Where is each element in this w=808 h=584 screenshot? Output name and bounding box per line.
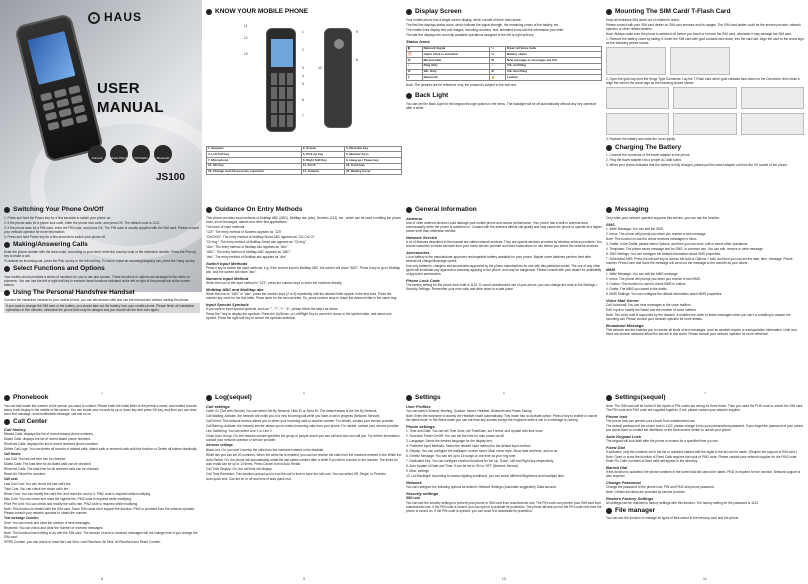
list-item: 8. Auto Update of Date and Time: It can be set to ON or OFF. (Network Service) [406, 463, 519, 468]
list-item: Close User Group: On, the network service specifies the group of people whom you can call and who can call you. For further information contact your network operator or service provider. [206, 433, 400, 442]
section-bullet-icon [406, 9, 412, 15]
section-bullet-icon [606, 508, 612, 514]
section-title: Settings [415, 394, 441, 401]
paragraph: Keep all miniature SIM cards out of children's reach. [606, 17, 680, 22]
paragraph: Li-ion battery is the manufacturer-approved rechargeable battery available for your phone. Maybe some batteries perform best after several full charge/discharge cycles. [406, 254, 592, 263]
subsection-title: Auto Keypad Lock [606, 433, 642, 439]
section-bullet-icon [206, 207, 212, 213]
list-item: Line Switching: You can select Line 1 or Line 2. [206, 428, 273, 433]
subsection-title: SMS [606, 221, 615, 227]
section-bullet-icon [4, 207, 10, 213]
list-item: "Ck eng": The entry method of Multitap Smart abc appears as "Ck eng" [206, 239, 306, 244]
paragraph: The last line displays the currently available operations assigned to the left or right soft key. [406, 32, 535, 37]
section-title: Settings(sequel) [615, 394, 666, 401]
subsection-title: Accessories [406, 249, 430, 255]
subsection-title: Change Password [606, 479, 641, 485]
phone-front-image [266, 28, 296, 132]
radio-icon: FM Radio [132, 145, 150, 163]
key-table: 1. Earpiece 2. Screen 3. Direction key 4. Left Soft key 5. Pick up Key 6. Number Keys 7. Microphone 8. Right Soft Key 9. Hang up / Power key 10. OK Key 11. Torch 12. Card hole 13. Charger and Accessories connector 14. Camera 15. Battery Cover [206, 146, 402, 176]
list-item: Dialed Calls: The total time for all dialed calls can be checked. [4, 462, 92, 466]
page-4 [4, 204, 200, 394]
callout: 8 [356, 57, 358, 62]
list-item: "Ck/Cn/Ct": The entry method of Multitap Smart ABC appears as "Ck/ Cn/ Ct" [206, 234, 315, 239]
paragraph: 3. When your phone indicates that the battery is fully charged, please pull the travel adapter out from the I/O socket of the phone. [606, 163, 788, 167]
section-title: Log(sequel) [215, 394, 252, 401]
paragraph: You can set the Back Light for the keypad through options in the menu. The backlight will be off automatically without any key operation after a while. [406, 101, 597, 110]
subsection-title: Phone lock [606, 413, 628, 419]
section-bullet-icon [406, 395, 412, 401]
list-item: Max Cost: You can check and reset the highest fee. PIN2 code is required while modifying. [4, 497, 132, 501]
page-number: 9 [302, 576, 306, 581]
list-item: Reset Cost: You can modify the call's fee, and reset the cost to 0. PIN2 code is required while modifying. [4, 492, 151, 496]
page-number: 11 [702, 576, 708, 581]
paragraph: The phone lock can prevent your phone from unauthorized use. [606, 418, 696, 423]
callout: 13 [244, 51, 248, 56]
paragraph: When the icon is "ABC" or "abc", press the number keys (2 to 9) repeatedly until the desired letter appear in the text area. Press the number key once for the first letter. Press twice for the second letter. So, press number keys to reach the desired letter in the same way. [206, 291, 398, 300]
section-bullet-icon [606, 395, 612, 401]
page-number: 4 [100, 391, 104, 394]
page-6 [406, 204, 602, 394]
status-icon-table: ▮ Network Signal ↪ Divert all Voice Calls ⏰ Alarm clock is activated ▭ Battery status ✆ Missed calls ✉ New message or messages are full ♪ Ring Only ♪ Vib. and Ring ≋ Vib. Only ≋ Vib. then Ring ᛒ Bluetooth 🔒 Locked [406, 46, 602, 82]
paragraph: Please consult with your SIM card dealer on SIM card services and its usages. The SIM card dealer could be the service provider, network operator or other related dealers. [606, 22, 801, 31]
paragraph: The first line displays status icons, which indicate the signal strength, the remaining power of the battery, etc. [406, 22, 560, 27]
list-item: Call Barring: Activate, the network service allows you to restrict incoming calls from your phone. For details, contact your service provider. [206, 423, 400, 428]
paragraph: 4. Press and hold Power key for a few seconds to switch your phone off. [4, 234, 106, 239]
section-bullet-icon [4, 395, 10, 401]
section-bullet-icon [4, 242, 10, 248]
list-item: 6. Greetin Message: You can set up to 16 songs or one time as your ring tone. [406, 453, 517, 458]
phone-diagram [206, 18, 402, 136]
section-title: Using The Personal Handsfree Handset [13, 288, 135, 296]
section-title: Guidance On Entry Methods [215, 206, 303, 213]
list-item: Call Time Display: On, the call time will display. [206, 466, 273, 471]
subsection-title: Numeric Input Method [206, 275, 249, 281]
list-item: Reset All: Reset the counters. [4, 472, 46, 476]
page-10 [406, 392, 602, 582]
subsection-title: Phone Lock Code [406, 277, 440, 283]
list-item: 1. Write Message: You can edit the SMS. [606, 226, 664, 231]
list-item: Advance settings: [206, 442, 234, 447]
brand-name: HAUS [104, 10, 143, 24]
subsection-title: Voice Mail Server [606, 297, 639, 303]
section-title: Back Light [415, 92, 449, 99]
paragraph: Your mobile phone provides a series of functions for you to use and custom. These functions or options are arranged in the menu or submenu. You can use the left or right soft key to execute those functions indicated at the left or right of the prompt bar at the screen bottom. [4, 274, 191, 287]
list-item: Sent: You can check and clear the number of sent messages. [4, 521, 91, 525]
page-number: 8 [100, 576, 104, 581]
list-item: Call Waiting: Activate, the network will notify you of a new incoming call while you have a call in progress (Network Service). [206, 413, 381, 418]
paragraph: 3. Replace the battery and close the cover tightly. [606, 136, 676, 141]
paragraph: 2. If the phone asks for a phone lock code, enter the phone lock code, and press OK. The default code is 1122. [4, 220, 161, 225]
section-title: KNOW YOUR MOBILE PHONE [215, 8, 309, 15]
paragraph: Your mobile phone has a single screen display, which consist of three main areas: [406, 17, 522, 22]
list-item: Received: You can check and clear the number of received messages. [4, 526, 104, 530]
cover-phone-image [14, 13, 104, 163]
section-title: Mounting The SIM Card/ T-Flash Card [615, 8, 731, 15]
callout: 12 [244, 35, 248, 40]
paragraph: If activated, only the numbers set in the list or numbers started with the digits in the list can be made. (Require the support of SIM card.) [606, 449, 797, 454]
list-item: Note: The voice mail is supported by the network. It enables the caller to leave messages when you can't or unwilling to answer the incoming call. Please consult your network operator for more details. [606, 312, 791, 321]
paragraph: 1. Press and hold the Power key for a few seconds to switch your phone on. [4, 215, 112, 220]
section-bullet-icon [4, 266, 10, 272]
subsection-title: Status Icons [406, 38, 430, 44]
paragraph: 2. Open the gold cap from the Hinge Type Connector. Lay the T-Flash card which gold contacts face-down on the Connector, then close it. Align the card to the arrow sign as the following picture shows: [606, 76, 801, 85]
list-item: Caller ID: (Set with Service) You can select Set By Network, Hide ID or Send ID. The default status is the Set By Network. [206, 408, 378, 413]
paragraph: Connect the handsfree handset to your mobile phone, you can still answer calls and use the microphone without holding the phone. [4, 298, 190, 302]
manual-title: USER MANUAL [97, 80, 164, 116]
paragraph: You can select General, Meeting, Outdoor, Indoor, Headset, Bluetooth and Power Saving. [406, 408, 533, 413]
page-9 [206, 392, 402, 582]
section-bullet-icon [206, 9, 212, 15]
section-bullet-icon [4, 290, 10, 296]
paragraph: To answer an incoming call, press the Pick up key or the left soft key. To end or reject an incoming/outgoing call, press the Hang up key. [4, 259, 195, 263]
callout: 7 [302, 113, 304, 118]
page-number: 7 [703, 391, 707, 394]
paragraph: Enter the phone number with the area code). According to your need, enter the country code or the extension number. Press the Pick up key to make a call. [4, 250, 196, 258]
tflash-image [741, 113, 804, 135]
section-title: Messaging [615, 206, 649, 213]
paragraph: Use of other antenna devices could damage your mobile phone and reduce performance. Your phone has a built-in antenna area unnecessarily when the phone is switched on. Contact with the antenna affects call quality and may cause the phone to operate at a higher power level than otherwise needed. [406, 220, 602, 233]
paragraph: Press the * key to display the symbols. Press the Up/Down, or Left/Right Key to move the cursor in the symbol table, and select one symbol. Press the right soft key to cancel the symbols selection. [206, 311, 392, 320]
paragraph: This network service enables you to receive all kinds of text messages, such as weather reports or transportation information. Until now, there are several networks afford the service in this world. Please consult your network operator for more reference. [606, 327, 798, 336]
callout: 3 [302, 65, 304, 70]
list-item: Total Cost: You can check the whole call's fee. [4, 487, 70, 491]
list-item: 3. Language: Select the desired language for the display text. [406, 438, 493, 443]
paragraph: Change the password of the phone lock, PIN and PIN2 and phone password. [606, 484, 715, 489]
paragraph: 1. Remove the battery cover by sliding it. Insert the SIM card with gold contacts face down, into the card slot. Align the card to the arrow sign as the following picture shows: [606, 36, 804, 45]
page-11 [606, 392, 804, 582]
paragraph: 1. Connect the connector of the travel adapter to the phone. [606, 153, 691, 157]
section-title: General Information [415, 206, 477, 213]
subsection-title: Broadcast Message [606, 322, 644, 328]
note: If you want to change the SIM card or the battery, you should take out the battery from your mobile phone. Please finish all installation operations in five minutes, otherwise the phone time may be delayed and you should set the time over again. [4, 303, 200, 313]
callout: 11 [244, 23, 248, 28]
list-item: Edit: Input or modify the Name and the number of voice mailbox. [606, 307, 697, 312]
page-8 [4, 392, 200, 582]
tflash-image [673, 113, 736, 135]
paragraph: A lot of features described in the manual are called network services. They are special services provided by wireless service providers. You should subscribe to these services from your home service provider and learn instructions on use before you select the network services. [406, 239, 602, 248]
paragraph: Press # key to switch the input methods, e.g. if the current input is Multitap ABC, the screen will show "ABC". Press # key to go to Multitap abc, and the screen will show "abc". [206, 265, 401, 274]
paragraph: You can fast locate the number of the person you want to contact. Please enter the initial letter of the person's name, and related records about it will display in the middle of the screen. You can locate your records by up or down key and press OK key, and then you can view, send text message, send multimedia message, call and so on. [4, 403, 197, 416]
callout: 10 [318, 65, 322, 70]
list-item: "123": The entry method of Numeric appears as "123" [206, 229, 282, 234]
list-item: Last Call Cost: You can check the last call's fee. [4, 482, 72, 486]
paragraph: The middle lines display text and images, including numbers, text, animated icons and the information you enter. [406, 27, 565, 32]
note: Note: Always make sure the phone is switched off before you insert or remove the SIM card, otherwise it may damage the SIM card. [606, 31, 792, 36]
haus-logo-icon [88, 12, 100, 24]
section-title: Switching Your Phone On/Off [13, 206, 104, 213]
camera-icon: Camera [88, 145, 106, 163]
list-item: 3. Drafts: In the Drafts, please select Options, and then you can send, edit or select other operations. [606, 241, 749, 246]
list-item: 1. Time and Date: You can set Time Zone, set Time/Date, set Format, and Update with time zone. [406, 428, 544, 433]
tflash-image [606, 113, 669, 135]
section-bullet-icon [206, 395, 212, 401]
bluetooth-icon: Bluetooth [154, 145, 172, 163]
paragraph: The factory setting for the phone lock code is 1122. To avoid unauthorized use of your phone, you can change the code in the Settings > Security Settings. Remember your new code and write down in a safe place. [406, 282, 598, 291]
paragraph: The default password of the phone lock is 1122, please change it into your personalized password. If you forget the password of your phone, you would have to contact the distributor or the local service center to unlock your phone. [606, 423, 804, 432]
list-item: "ABC": The entry method of Multitap ABC appears as "ABC" [206, 249, 291, 254]
tflash-image [673, 87, 736, 109]
list-item: Call Time Reminder: This function prompt you to end the call in time to save the call cost. You can select Off, Single, or Periodic. [206, 471, 387, 476]
tflash-image [606, 87, 669, 109]
section-bullet-icon [406, 207, 412, 213]
paragraph: If you want to input special symbols, such as "", "?", "+", "&", please follow the steps as below: [206, 306, 339, 311]
list-item: 2. Inbox: The phone will prompt you when you receive a new message. [606, 231, 707, 236]
list-item: Auto quick end: Can set on or off and time of auto quick end. [206, 476, 292, 481]
list-item: 2. Schedule Power On/Off: You can set the time for auto power on/off. [406, 433, 505, 438]
page-number: 5 [302, 391, 306, 394]
section-title: Making/Answering Calls [13, 240, 88, 248]
list-item: Text message Counter: [4, 516, 40, 520]
list-item: 9. Misc. settings [406, 468, 429, 473]
list-item: GPRS Counter: you can check or reset the Last Sent, Last Received, All Sent, All Received and Reset Counter. [4, 540, 161, 544]
list-item: 7. Dedicated Key: You can configure shortcut functions for the Up, Down, Left and Right key respectively. [406, 458, 554, 463]
section-title: Phonebook [13, 394, 49, 401]
subsection-title: Call history [4, 427, 26, 432]
section-title: Select Functions and Options [13, 265, 105, 272]
music-icon: Music Player [110, 145, 128, 163]
section-bullet-icon [4, 419, 10, 425]
section-title: Call Center [13, 417, 48, 425]
page-7 [606, 204, 804, 394]
list-item: Dialed Calls: displays the list of recent dialed phone numbers. [4, 437, 91, 441]
sim-insert-image-1 [606, 47, 666, 75]
paragraph: All settings can be restored to factory settings with this function. The factory setting for the password is 1122. [606, 500, 759, 505]
tflash-image [741, 87, 804, 109]
callout: 6 [302, 97, 304, 102]
list-item: Missed Calls: displays the list of recent missed phone numbers. [4, 432, 94, 436]
list-item: Received Calls: The total time for all received calls can be checked. [4, 467, 100, 471]
list-item: Price Per Unit: You can check and modify the call's rate. PIN2 code is required while modifying. [4, 502, 139, 506]
brand-logo [88, 10, 142, 25]
paragraph: You can configure the following options as desired: Network Settings (Automatic suggested), Data account. [406, 484, 557, 489]
paragraph: Use only batteries, chargers and accessories approved by the phone manufacturer for use with this particular model. The use of any other types will invalidate any approval or warranty applying to the phone, and may be dangerous. Please consult with your dealer for availability of approved accessories. [406, 263, 602, 276]
list-item: Black List: On, you won't receive the calls from the numbers entered in the blacklist. [206, 447, 324, 452]
list-item: "Abc": The entry method of Multitap Abc appears as "Abc" [206, 244, 288, 249]
list-item: 5. Display: You can configure the wallpaper, screen saver, Main menu style, Show date and time, and so on. [406, 448, 559, 453]
paragraph: 2. Plug the travel adapter into a proper AC wall outlet. [606, 158, 682, 162]
list-item: 5. MMS Settings: You can configure the default information about MMS properties. [606, 291, 723, 296]
list-item: Call cost: [4, 477, 19, 481]
list-item: Call timers: [4, 452, 22, 456]
callout: 2 [302, 47, 304, 52]
feature-icons [88, 145, 172, 163]
section-title: File manager [615, 506, 656, 514]
paragraph: The keypad will lock itself after the phone is unused for a specified time you set. [606, 438, 719, 443]
list-item: Auto Redial: On, the phone will automatically redial the last called number after a while if you fail to connect to the number. The times for auto redial can be up to 10 times. Press Cancel to end Auto Redial. [206, 457, 398, 466]
subsection-title: Phone settings [406, 423, 435, 429]
subsection-title: Input Special Symbols [206, 301, 249, 307]
subsection-title: SIM Lock [406, 495, 420, 500]
section-bullet-icon [606, 9, 612, 15]
note: Note: Open or close the function of Fixed Calls requires the input of PIN2 code. Please contact your network supplier for the PIN2 code. Enter Fix Calls: numbers of fixed calls will appear in the directory. [606, 454, 798, 463]
note: Note: The SIM card will be locked if the inputs of PIN codes are wrong for three times. Then you need the PUK code to unlock the SIM card. The PIN code and PUK code are supplied together, if not, please contact your network supplier. [606, 403, 804, 412]
paragraph: You can use the function to manage all types of files saved in the memory card and the phone. [606, 516, 740, 520]
list-item: Last Call: The last call time can be checked. [4, 457, 67, 461]
subsection-title: Antenna [406, 215, 422, 221]
subsection-title: Restore Factory Settings [606, 495, 654, 501]
section-bullet-icon [606, 145, 612, 151]
list-item: Call Divert: This network service allows you to divert your incoming calls to another number. For details, contact your service provider. [206, 418, 395, 423]
subsection-title: MMS [606, 266, 616, 272]
subsection-title: Fixed Dial [606, 444, 625, 450]
paragraph: If this function is activated, the phone numbers in the barred dial list cannot be dialed. PIN2 is required for the function. Network support is also required. [606, 469, 801, 478]
subsection-title: Switch Input Methods [206, 260, 248, 266]
subsection-title: Multitap ABC and Multitap abc [206, 286, 264, 292]
page-number: 6 [502, 391, 506, 394]
list-item: 4. Drafts: The MMS you saved in the drafts. [606, 286, 668, 291]
list-item: 7. Scheduled SMS: Press the left soft key to access the Add or Options > Add, and then you can set the date, time, message. Phone number. Press Done and Save the message will send out the message to the number as your desire. [606, 256, 793, 265]
section-bullet-icon [606, 207, 612, 213]
list-item: 3. Outbox: This function is used to check MMS in outbox. [606, 281, 687, 286]
callout: 5 [302, 81, 304, 86]
sim-insert-image-2 [670, 47, 730, 75]
subsection-title: Network Service [406, 234, 438, 240]
subsection-title: Security settings [406, 490, 439, 496]
list-item: Call Voicemail: You can hear messages in the voice mailbox. [606, 302, 692, 307]
paragraph: This phone provides input methods of Multitap ABC (ABC), Multitap abc (abc), Numeric (123), etc., which can be used in editing the phone book, short messages, alarms and other text applications. [206, 215, 401, 224]
page-number: 10 [501, 576, 507, 581]
section-title: Charging The Battery [615, 143, 682, 151]
note: Note: This function is related with the SIM card. Some SIM cards don't support the function. PIN2 is provided from the network operator. Please consult your network operator to obtain the number. [4, 507, 196, 515]
note: Note: Enter the earphone to access the Headset mode automatically. This mode has no Activate option. Press # key to enable or cancel the silent mode. In the Silent mode you can not hear any sounds except the ringtones while a call or a message is coming. [406, 413, 598, 422]
list-item: 1. Write Message: You can edit the MMS message. [606, 271, 679, 276]
list-item: 4. Templates: The phone saves message text for SMS. In common use. You can edit, remove or write message. [606, 246, 764, 251]
list-item: Received Calls: displays the list of recent received phone numbers. [4, 442, 99, 446]
paragraph: 3. If the phone asks for a PIN code, enter the PIN code, and press OK. The PIN code is usually supplied with the SIM card. Please consult your network operator for more information. [4, 225, 199, 234]
status-note: Note: The pictures are for reference only, the product is subject to the real one. [406, 83, 517, 87]
phone-back-image [324, 28, 352, 128]
paragraph: The icons of input methods: [206, 224, 246, 229]
list-item: Delete Call Logs: You can delete all records of missed calls, dialed calls or received calls with this function or Delete all folders drastically. [4, 447, 198, 451]
list-item: Note: This function is used to check received messages in inbox. [606, 236, 698, 241]
note: Note: This function has nothing to do with the SIM card. The amount of sent or received messages will not change even if you change the SIM card. [4, 531, 198, 539]
callout: 4 [302, 73, 304, 78]
callout: 1 [302, 29, 304, 34]
list-item: "abc": The entry method of Multitap abc appears as "abc" [206, 254, 287, 259]
note: Note: Certain functions are provided by service provider. [606, 489, 686, 494]
subsection-title: Barred Dial [606, 464, 628, 470]
page-5 [206, 204, 402, 394]
model-name: JS100 [156, 172, 185, 183]
paragraph: You can use the security settings to prevent your phone or SIM card from unauthorized use. The PIN code can prevent your SIM card from unauthorized use. If the PIN code is closed, you can open it to activate its protection. The phone will ask you for the PIN code next time the phone is turned on. If the PIN code is opened, you can close it to deactivate its protection. [406, 500, 602, 513]
list-item: 5. SMS Settings: You can configure the default information about SMS properties. [606, 251, 721, 256]
subsection-title: Network [406, 479, 422, 485]
list-item: 4. Preferred Input Methods: Select the desired input method for the default input method. [406, 443, 532, 448]
list-item: White list: you can set 20 numbers. When the white list is enabled, you can but receive the calls from the numbers entered in the White list. [206, 452, 402, 457]
section-bullet-icon [406, 93, 412, 99]
callout: 9 [356, 29, 358, 34]
subsection-title: Call settings [206, 403, 230, 409]
paragraph: When the icon of the input method is "123", press the number keys to enter the numbers directly. [206, 280, 343, 285]
list-item: 2. Inbox: The phone will prompt you when you receive a new MMS. [606, 276, 701, 281]
subsection-title: User Profiles [406, 403, 431, 409]
paragraph: Only when your network operator supports this service, you can use the function. [606, 215, 721, 220]
list-item: 10. Lcd Backlight: According to various lighting conditions, you can select different Brightness and backlight time. [406, 473, 565, 478]
section-title: Display Screen [415, 8, 462, 15]
